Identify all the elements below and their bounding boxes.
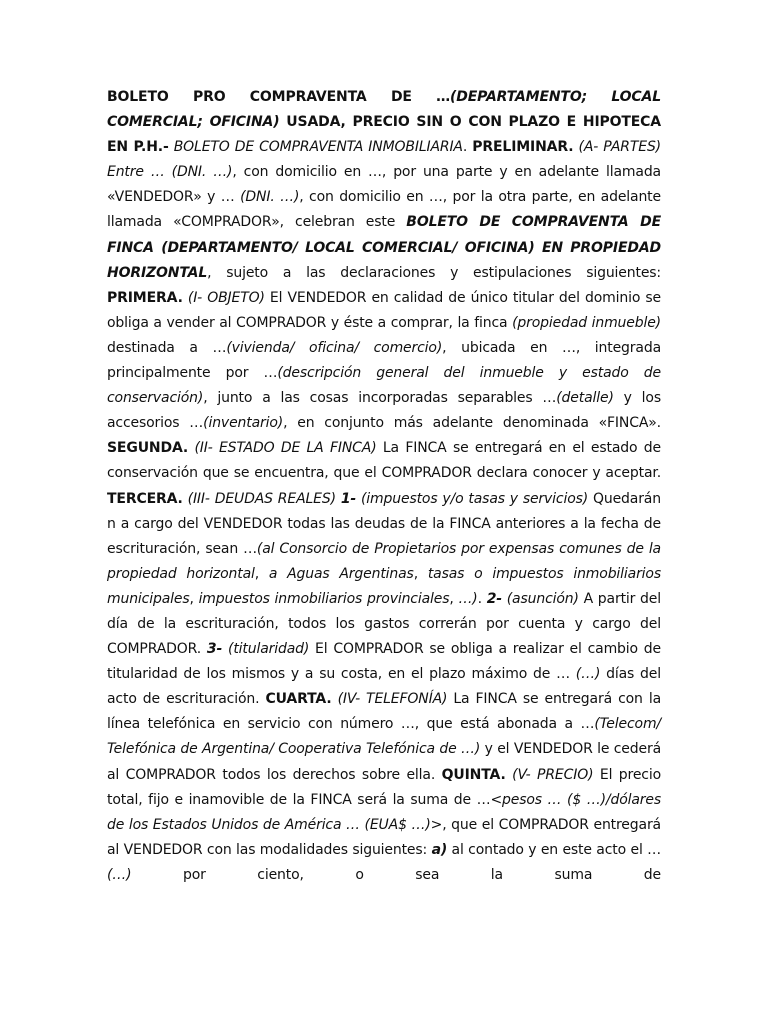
text-run: La FINCA se entregará con la línea telefónica en servicio con número …, que está abonada a … <box>107 691 662 733</box>
text-run: (A- PARTES) Entre … (DNI. …) <box>107 139 661 181</box>
text-run: (vivienda/ oficina/ comercio) <box>226 339 443 356</box>
text-run: (descripción general del inmueble y estado de conservación) <box>107 365 661 407</box>
text-run: (impuestos y/o tasas y servicios) <box>360 490 589 507</box>
text-run: , que el COMPRADOR entregará al VENDEDOR con las modalidades siguientes: <box>107 816 661 858</box>
text-run: al contado y en este acto el … <box>447 841 661 858</box>
text-run: …) <box>458 590 478 607</box>
text-run: . <box>462 139 473 156</box>
text-run: (…) <box>107 866 132 883</box>
contract-body-text <box>107 85 661 888</box>
text-run: impuestos inmobiliarios provinciales <box>198 590 450 607</box>
text-run: (asunción) <box>506 590 579 607</box>
text-run: A partir del día de la escrituración, todos los gastos correrán por cuenta y cargo del COMPRADOR. <box>107 590 661 658</box>
text-run: (titularidad) <box>228 641 310 658</box>
text-run: USADA, PRECIO SIN O CON PLAZO E HIPOTECA EN P.H.- <box>107 114 661 156</box>
text-run: , ubicada en …, integrada principalmente por … <box>107 339 661 382</box>
text-run: tasas o impuestos inmobiliarios municipales <box>107 565 661 607</box>
text-run: , sujeto a las declaraciones y estipulaciones siguientes: <box>207 264 661 281</box>
text-run: (II- ESTADO DE LA FINCA) <box>194 440 377 457</box>
text-run: El precio total, fijo e inamovible de la FINCA será la suma de … <box>107 766 661 808</box>
text-run: (I- OBJETO) <box>187 289 265 306</box>
text-run: 1- <box>340 490 357 507</box>
text-run: CUARTA. <box>265 691 332 708</box>
text-run: destinada a … <box>107 339 227 356</box>
text-run: a Aguas Argentinas <box>268 565 414 582</box>
text-run: (detalle) <box>556 390 614 407</box>
text-run: (inventario) <box>203 415 284 432</box>
text-run: . <box>477 590 487 607</box>
text-run: días del acto de escrituración. <box>107 666 661 708</box>
text-run: (DNI. …) <box>240 189 300 206</box>
text-run: , <box>449 590 459 607</box>
text-run: SEGUNDA. <box>107 440 189 457</box>
text-run: (al Consorcio de Propietarios por expensas comunes de la propiedad horizontal <box>107 540 661 582</box>
text-run: (V- PRECIO) <box>512 766 594 783</box>
text-run: (propiedad inmueble) <box>512 314 661 331</box>
text-run: El COMPRADOR se obliga a realizar el cambio de titularidad de los mismos y a su costa, en el plazo máximo de … <box>107 641 661 683</box>
text-run: <pesos … ($ …)/dólares de los Estados Unidos de América … (EUA$ …)> <box>107 791 661 833</box>
text-run: , <box>413 565 428 582</box>
text-run: , junto a las cosas incorporadas separables … <box>203 390 557 407</box>
text-run: y el VENDEDOR le cederá al COMPRADOR todos los derechos sobre ella. <box>107 741 662 783</box>
text-run: por ciento, o sea la suma de <box>131 866 661 883</box>
text-run: a) <box>431 841 448 858</box>
text-run: BOLETO DE COMPRAVENTA DE FINCA (DEPARTAMENTO/ LOCAL COMERCIAL/ OFICINA) EN PROPIEDAD HORIZONTAL <box>107 214 661 281</box>
text-run: , con domicilio en …, por la otra parte, en adelante llamada «COMPRADOR», celebran este <box>107 189 661 231</box>
text-run: , <box>254 565 269 582</box>
text-run: (IV- TELEFONÍA) <box>337 691 448 708</box>
text-run: TERCERA. <box>107 490 183 507</box>
text-run: 2- <box>486 590 502 607</box>
text-run: BOLETO DE COMPRAVENTA INMOBILIARIA <box>173 139 463 156</box>
text-run: y los accesorios … <box>107 390 661 432</box>
text-run: BOLETO PRO COMPRAVENTA DE … <box>107 89 451 105</box>
text-run: QUINTA. <box>441 766 506 783</box>
text-run: , <box>189 590 199 607</box>
text-run: PRELIMINAR. <box>472 139 574 156</box>
text-run: PRIMERA. <box>107 289 183 306</box>
text-run: , con domicilio en …, por una parte y en adelante llamada «VENDEDOR» y … <box>107 164 661 206</box>
document-page <box>107 85 661 888</box>
text-run: El VENDEDOR en calidad de único titular del dominio se obliga a vender al COMPRADOR y éste a comprar, la finca <box>107 289 661 331</box>
text-run: , en conjunto más adelante denominada «FINCA». <box>283 415 661 432</box>
text-run: (Telecom/ Telefónica de Argentina/ Cooperativa Telefónica de …) <box>107 716 661 758</box>
text-run: (III- DEUDAS REALES) <box>187 490 336 507</box>
text-run: (DEPARTAMENTO; LOCAL COMERCIAL; OFICINA) <box>107 89 661 131</box>
text-run: (…) <box>575 666 601 683</box>
text-run: 3- <box>206 641 223 658</box>
text-run: La FINCA se entregará en el estado de conservación que se encuentra, que el COMPRADOR declara conocer y aceptar. <box>107 440 662 482</box>
text-run: Quedarán n a cargo del VENDEDOR todas las deudas de la FINCA anteriores a la fecha de escrituración, sean … <box>107 490 661 557</box>
